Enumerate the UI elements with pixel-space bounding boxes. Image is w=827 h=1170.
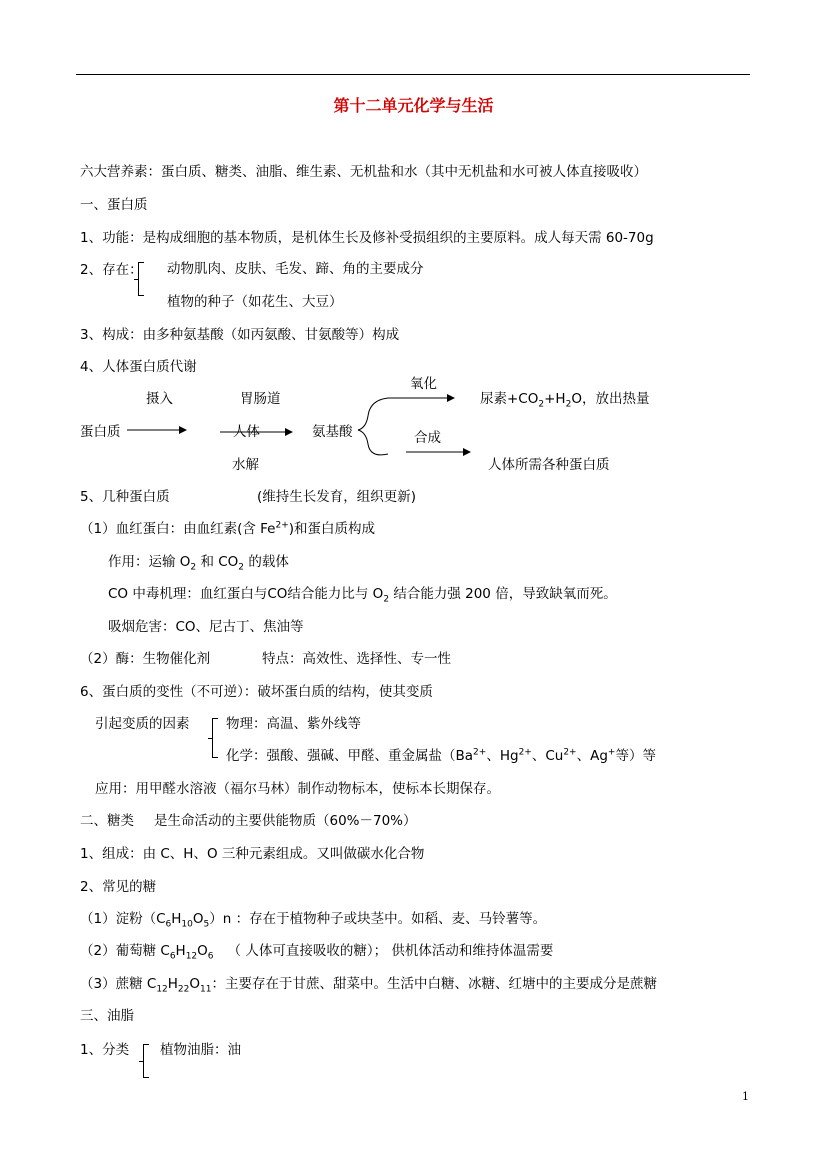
flow-product-synthesis: 人体所需各种蛋白质 xyxy=(488,457,610,473)
flow-hydrolysis: 水解 xyxy=(232,457,259,473)
flow-intake-label: 摄入 xyxy=(146,391,173,407)
fat-brace xyxy=(143,1044,152,1078)
flow-body: 人体 xyxy=(233,424,260,440)
protein-compose: 3、构成：由多种氨基酸（如丙氨酸、甘氨酸等）构成 xyxy=(80,327,400,343)
denature-cause: 引起变质的因素 xyxy=(95,716,190,732)
flow-stomach-label: 胃肠道 xyxy=(240,391,281,407)
smoking-harm: 吸烟危害：CO、尼古丁、焦油等 xyxy=(108,619,304,635)
enzyme-line: （2）酶：生物催化剂 xyxy=(80,651,211,667)
exist-item-animal: 动物肌肉、皮肤、毛发、蹄、角的主要成分 xyxy=(167,261,424,277)
denature-brace xyxy=(212,718,221,758)
exist-item-plant: 植物的种子（如花生、大豆） xyxy=(167,294,343,310)
denature-application: 应用：用甲醛水溶液（福尔马林）制作动物标本，使标本长期保存。 xyxy=(95,781,500,797)
split-brace xyxy=(358,398,388,455)
protein-heading: 一、蛋白质 xyxy=(80,197,148,213)
denature-line: 6、蛋白质的变性（不可逆）：破坏蛋白质的结构，使其变质 xyxy=(80,684,433,700)
sugar-heading: 二、糖类 是生命活动的主要供能物质（60%－70%） xyxy=(80,813,417,829)
fat-classify: 1、分类 xyxy=(80,1042,130,1058)
denature-physical: 物理：高温、紫外线等 xyxy=(226,716,361,732)
metabolism-title: 4、人体蛋白质代谢 xyxy=(80,359,197,375)
types-title: 5、几种蛋白质 xyxy=(80,489,170,505)
flow-oxidation-label: 氧化 xyxy=(410,376,437,392)
co-poisoning: CO 中毒机理：血红蛋白与CO结合能力比与 $O_2$ 结合能力强 200 倍，导致缺氧而死。 xyxy=(108,586,617,605)
hemoglobin-title: （1）血红蛋白：由血红素(含 $Fe^{2+}$)和蛋白质构成 xyxy=(80,520,376,537)
sugar-common: 2、常见的糖 xyxy=(80,879,157,895)
hemoglobin-role: 作用：运输 $O_2$ 和 $CO_2$ 的载体 xyxy=(108,554,289,573)
protein-function: 1、功能：是构成细胞的基本物质，是机体生长及修补受损组织的主要原料。成人每天需 60-70g xyxy=(80,230,654,246)
flow-amino: 氨基酸 xyxy=(312,424,353,440)
flow-source: 蛋白质 xyxy=(80,424,121,440)
page-number: 1 xyxy=(742,1090,749,1103)
flow-product-oxidation: 尿素$+CO_2+H_2O$，放出热量 xyxy=(480,391,650,410)
page-title: 第十二单元化学与生活 xyxy=(333,96,494,115)
flow-synthesis-label: 合成 xyxy=(414,430,441,446)
sugar-glucose: （2）葡萄糖 $C_6H_{12}O_6$ （ 人体可直接吸收的糖）； 供机体活动和维持体温需要 xyxy=(80,943,554,962)
intro-line: 六大营养素：蛋白质、糖类、油脂、维生素、无机盐和水（其中无机盐和水可被人体直接吸收） xyxy=(80,164,647,180)
enzyme-feature: 特点：高效性、选择性、专一性 xyxy=(262,651,451,667)
denature-chemical: 化学：强酸、强碱、甲醛、重金属盐（$Ba^{2+}$、$Hg^{2+}$、$Cu^{2+}$、Ag+等）等 xyxy=(226,747,656,764)
fat-heading: 三、油脂 xyxy=(80,1008,134,1024)
sugar-compose: 1、组成：由 C、H、O 三种元素组成。又叫做碳水化合物 xyxy=(80,846,425,862)
sugar-sucrose: （3）蔗糖 $C_{12}H_{22}O_{11}$：主要存在于甘蔗、甜菜中。生活中白糖、冰糖、红塘中的主要成分是蔗糖 xyxy=(80,976,657,995)
types-note: (维持生长发育，组织更新) xyxy=(257,489,417,505)
sugar-starch: （1）淀粉$(C_6H_{10}O_5)n$ ：存在于植物种子或块茎中。如稻、麦、马铃薯等。 xyxy=(80,911,547,930)
protein-exist-label: 2、存在： xyxy=(80,262,143,278)
fat-plant: 植物油脂：油 xyxy=(160,1042,241,1058)
